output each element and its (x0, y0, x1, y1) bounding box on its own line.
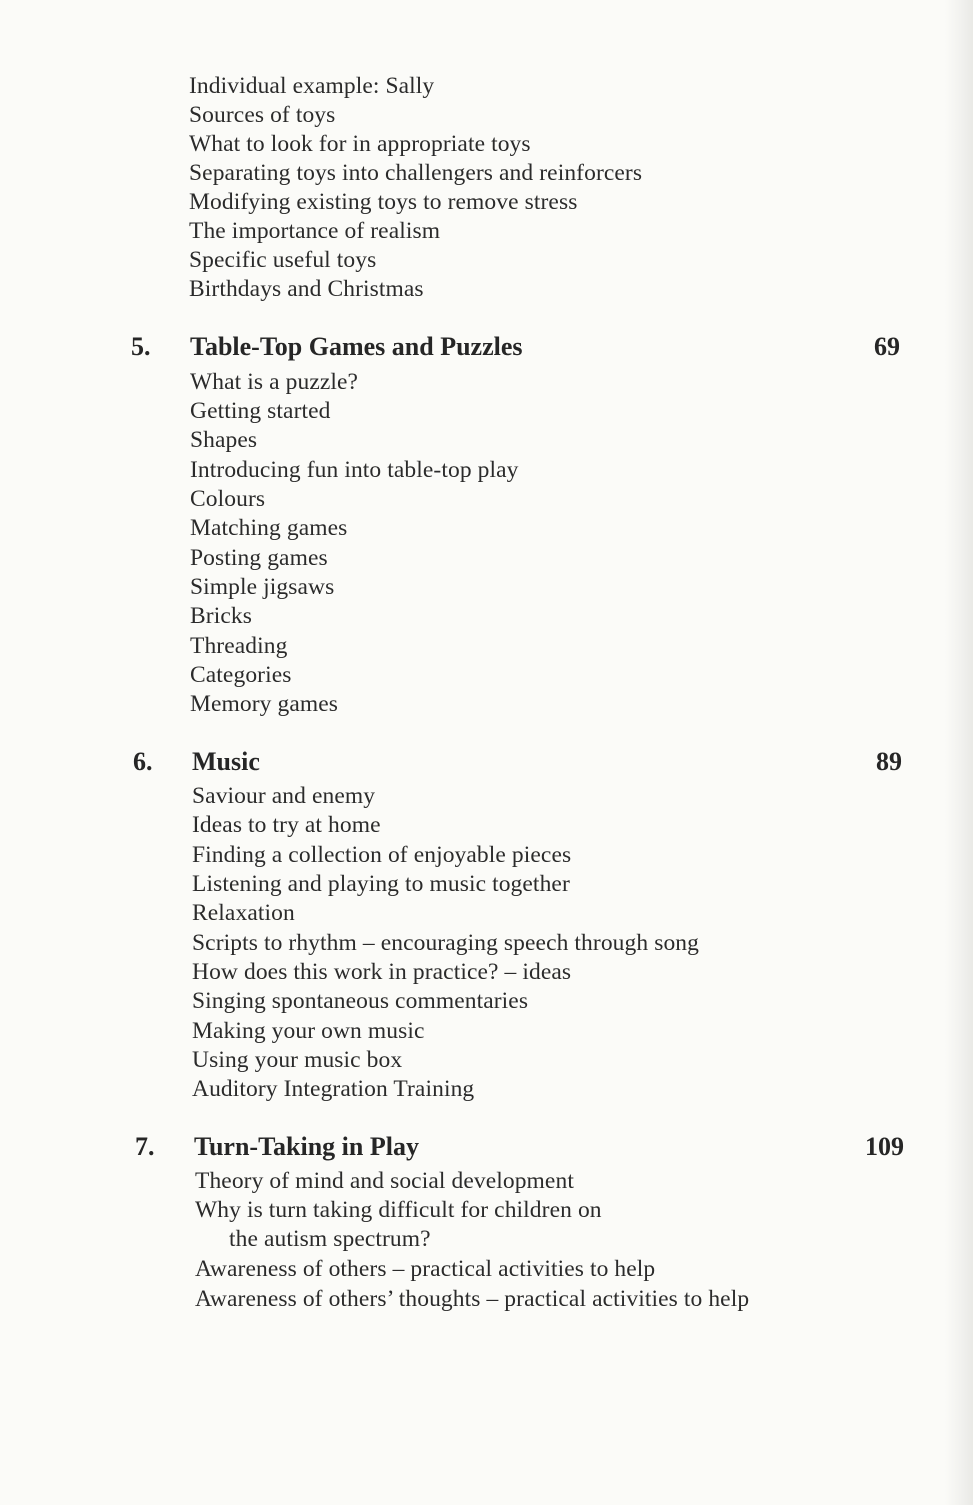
toc-item: Finding a collection of enjoyable pieces (192, 842, 572, 868)
toc-item: Theory of mind and social development (195, 1168, 574, 1194)
chapter-number: 6. (133, 747, 153, 776)
toc-item: Using your music box (192, 1047, 403, 1073)
toc-item-continuation: the autism spectrum? (229, 1226, 431, 1252)
toc-item: Auditory Integration Training (192, 1076, 475, 1102)
toc-item: Relaxation (192, 900, 295, 926)
toc-item: Why is turn taking difficult for children on (195, 1197, 602, 1223)
toc-item: Modifying existing toys to remove stress (189, 189, 578, 215)
toc-item: Bricks (190, 603, 252, 629)
toc-item: Scripts to rhythm – encouraging speech through song (192, 930, 699, 956)
toc-item: Saviour and enemy (192, 783, 376, 809)
chapter-title: Turn-Taking in Play (194, 1132, 419, 1161)
toc-item: How does this work in practice? – ideas (192, 959, 572, 985)
toc-item: Ideas to try at home (192, 812, 381, 838)
chapter-title: Music (192, 747, 260, 776)
toc-item: The importance of realism (189, 218, 441, 244)
toc-item: Making your own music (192, 1018, 425, 1044)
toc-item: Individual example: Sally (189, 73, 435, 99)
toc-item: Colours (190, 486, 266, 512)
toc-item: Posting games (190, 545, 328, 571)
toc-item: Memory games (190, 691, 339, 717)
toc-item: Sources of toys (189, 102, 336, 128)
toc-item: Introducing fun into table-top play (190, 457, 519, 483)
toc-item: Matching games (190, 515, 348, 541)
chapter-number: 5. (131, 332, 151, 361)
toc-item: Categories (190, 662, 292, 688)
toc-item: Separating toys into challengers and reinforcers (189, 160, 643, 186)
toc-item: Awareness of others’ thoughts – practical activities to help (195, 1286, 750, 1312)
chapter-page-number: 109 (865, 1132, 904, 1161)
page-edge-shadow (945, 0, 973, 1505)
toc-item: Simple jigsaws (190, 574, 335, 600)
chapter-title: Table-Top Games and Puzzles (190, 332, 523, 361)
toc-item: Awareness of others – practical activities to help (195, 1256, 656, 1282)
toc-item: Getting started (190, 398, 331, 424)
toc-item: Shapes (190, 427, 258, 453)
chapter-page-number: 69 (874, 332, 900, 361)
chapter-number: 7. (135, 1132, 155, 1161)
toc-item: Specific useful toys (189, 247, 377, 273)
chapter-page-number: 89 (876, 747, 902, 776)
toc-item: Birthdays and Christmas (189, 276, 424, 302)
toc-item: What to look for in appropriate toys (189, 131, 531, 157)
toc-item: Threading (190, 633, 288, 659)
toc-item: Singing spontaneous commentaries (192, 988, 529, 1014)
toc-item: What is a puzzle? (190, 369, 359, 395)
toc-item: Listening and playing to music together (192, 871, 570, 897)
